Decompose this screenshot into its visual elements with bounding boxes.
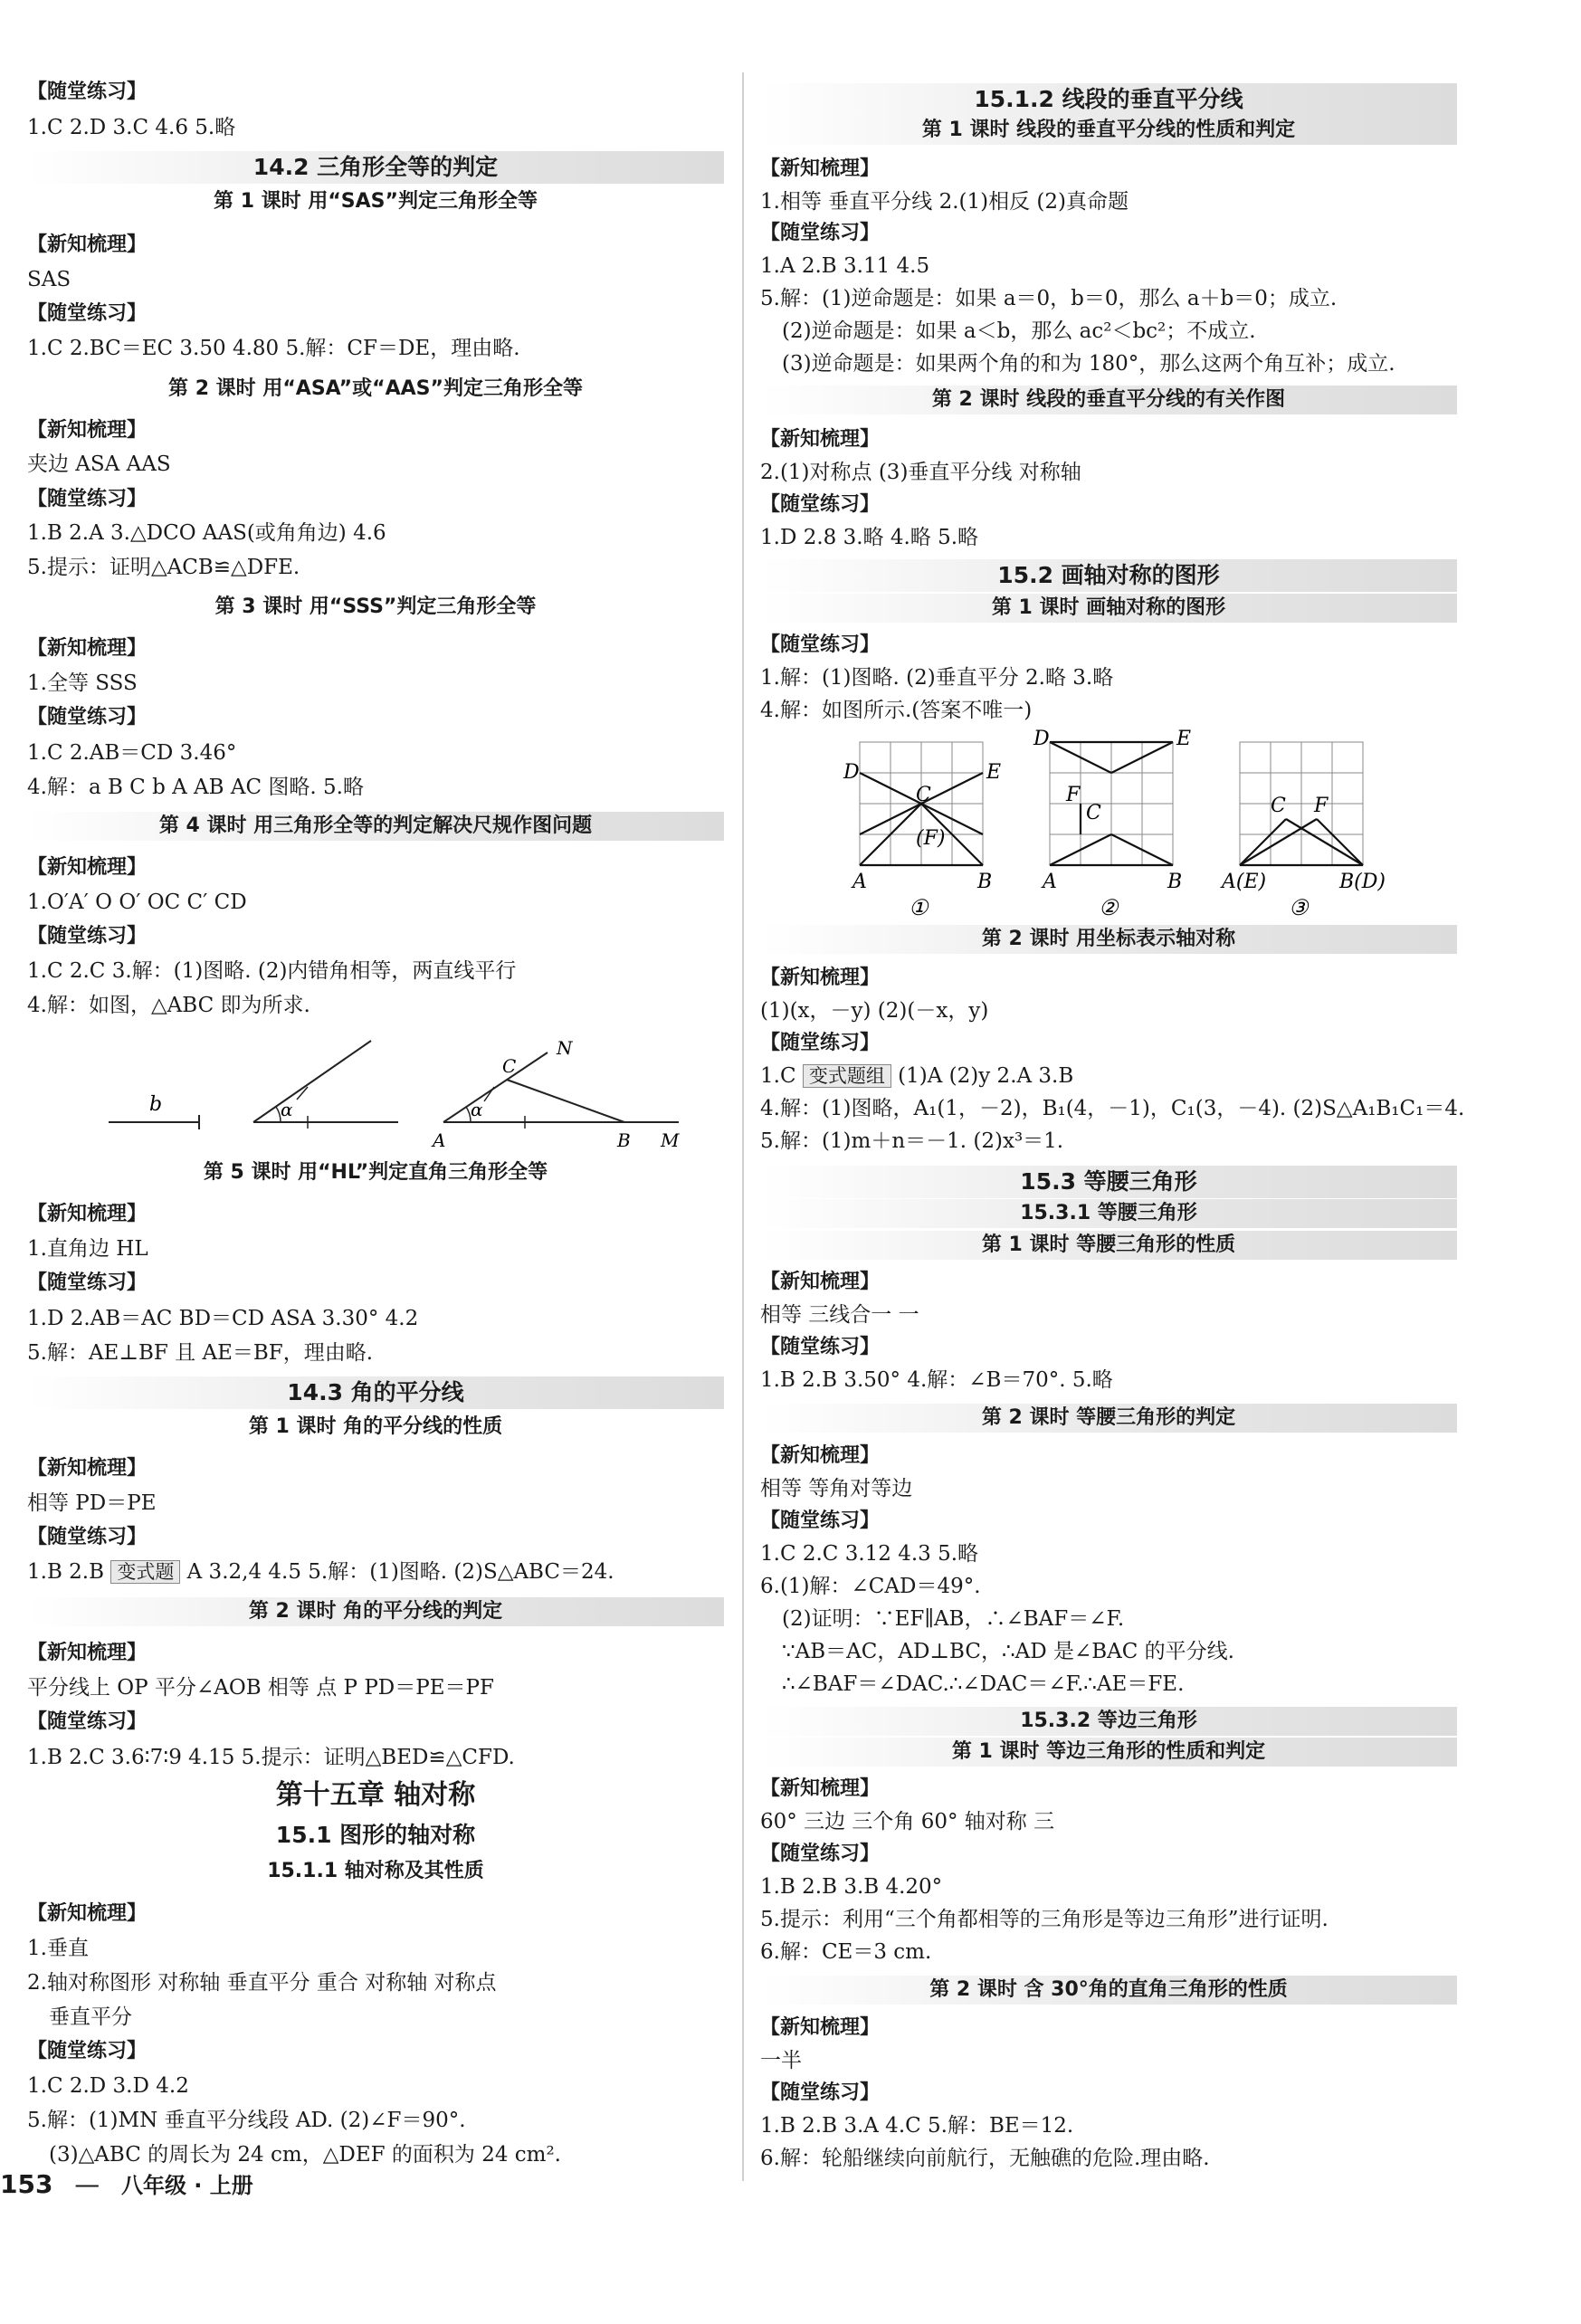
section-heading: 14.2 三角形全等的判定 [27, 151, 724, 184]
section-label: 【新知梳理】 [27, 1457, 148, 1480]
label-M: M [661, 1129, 680, 1151]
lesson-heading: 15.3.2 等边三角形 [760, 1707, 1457, 1736]
answer-line: 1.B 2.B 3.A 4.C 5.解：BE＝12. [760, 2114, 1074, 2138]
section-label: 【新知梳理】 [27, 233, 148, 256]
svg-text:③: ③ [1289, 895, 1309, 920]
label-B: B [617, 1129, 631, 1151]
lesson-heading: 第 5 课时 用“HL”判定直角三角形全等 [203, 1161, 548, 1184]
answer-line: 5.提示：利用“三个角都相等的三角形是等边三角形”进行证明. [760, 1908, 1329, 1931]
answer-line: 相等 PD＝PE [27, 1491, 157, 1515]
section-label: 【随堂练习】 [760, 633, 881, 656]
section-label: 【随堂练习】 [27, 1526, 148, 1548]
column-divider [742, 72, 744, 2181]
svg-text:A(E): A(E) [1222, 871, 1267, 893]
answer-line: (1)(x，－y) (2)(－x，y) [760, 999, 989, 1023]
svg-text:E: E [1176, 729, 1192, 750]
section-label: 【新知梳理】 [760, 428, 881, 451]
answer-line: 1.C 2.C 3.12 4.3 5.略 [760, 1542, 979, 1566]
lesson-heading: 第 1 课时 用“SAS”判定三角形全等 [214, 190, 538, 213]
section-heading: 15.1.2 线段的垂直平分线 [760, 83, 1457, 116]
svg-text:C: C [1271, 795, 1286, 817]
answer-line: (2)逆命题是：如果 a＜b，那么 ac²＜bc²；不成立. [782, 319, 1256, 343]
svg-text:B: B [1167, 871, 1183, 893]
answer-line: 5.解：(1)逆命题是：如果 a＝0，b＝0，那么 a＋b＝0；成立. [760, 287, 1338, 310]
lesson-heading: 第 2 课时 线段的垂直平分线的有关作图 [760, 386, 1457, 414]
svg-text:(F): (F) [916, 827, 946, 850]
section-label: 【新知梳理】 [27, 637, 148, 660]
svg-text:D: D [843, 761, 860, 784]
answer-line: 1.B 2.B 3.50° 4.解：∠B＝70°. 5.略 [760, 1368, 1113, 1392]
svg-text:A: A [1043, 871, 1057, 893]
section-label: 【随堂练习】 [27, 1710, 148, 1733]
section-label: 【新知梳理】 [760, 1777, 881, 1800]
section-label: 【新知梳理】 [27, 419, 148, 442]
svg-text:A: A [852, 871, 867, 893]
answer-line: 相等 三线合一 一 [760, 1303, 919, 1327]
answer-line: 4.解：如图所示.(答案不唯一) [760, 699, 1033, 722]
svg-text:F: F [1314, 795, 1329, 817]
section-label: 【随堂练习】 [760, 222, 881, 244]
lesson-heading: 第 1 课时 线段的垂直平分线的性质和判定 [760, 116, 1457, 145]
lesson-heading: 第 2 课时 用“ASA”或“AAS”判定三角形全等 [168, 377, 583, 400]
section-label: 【随堂练习】 [760, 1510, 881, 1532]
section-label: 【新知梳理】 [27, 1203, 148, 1225]
section-label: 【新知梳理】 [760, 1444, 881, 1467]
answer-line: 1.C 2.C 3.解：(1)图略. (2)内错角相等，两直线平行 [27, 959, 517, 983]
answer-line: (3)逆命题是：如果两个角的和为 180°，那么这两个角互补；成立. [782, 352, 1395, 376]
label-A: A [433, 1129, 446, 1151]
answer-line: 6.解：CE＝3 cm. [760, 1940, 932, 1964]
lesson-heading: 第 1 课时 等腰三角形的性质 [760, 1231, 1457, 1260]
lesson-heading: 第 2 课时 角的平分线的判定 [27, 1597, 724, 1626]
answer-line: 夹边 ASA AAS [27, 452, 171, 476]
svg-text:E: E [986, 761, 1002, 784]
answer-line: 4.解：(1)图略，A₁(1，－2)，B₁(4，－1)，C₁(3，－4). (2)S△A₁B₁C₁＝4. [760, 1097, 1465, 1120]
answer-line: 2.轴对称图形 对称轴 垂直平分 重合 对称轴 对称点 [27, 1971, 497, 1995]
page-footer [0, 2167, 253, 2199]
section-label: 【新知梳理】 [760, 967, 881, 989]
variant-group-tag: 变式题组 [803, 1064, 891, 1088]
answer-line: 1.C 变式题组 (1)A (2)y 2.A 3.B [760, 1064, 1074, 1088]
construction-figure [100, 1027, 697, 1154]
answer-line: 60° 三边 三个角 60° 轴对称 三 [760, 1810, 1055, 1833]
label-b: b [149, 1093, 163, 1116]
answer-line: 1.解：(1)图略. (2)垂直平分 2.略 3.略 [760, 666, 1114, 690]
answer-line: 5.解：AE⊥BF 且 AE＝BF，理由略. [27, 1341, 374, 1365]
svg-text:B(D): B(D) [1339, 871, 1386, 893]
label-C: C [502, 1055, 517, 1077]
lesson-heading: 第 1 课时 画轴对称的图形 [760, 594, 1457, 623]
answer-line: 1.直角边 HL [27, 1237, 148, 1261]
section-label: 【新知梳理】 [760, 1271, 881, 1293]
lesson-heading: 第 1 课时 等边三角形的性质和判定 [760, 1738, 1457, 1767]
lesson-heading: 15.1.1 轴对称及其性质 [267, 1860, 484, 1882]
section-label: 【随堂练习】 [27, 1272, 148, 1294]
section-label: 【新知梳理】 [27, 856, 148, 879]
answer-line: ∴∠BAF＝∠DAC.∴∠DAC＝∠F.∴AE＝FE. [782, 1672, 1185, 1696]
answer-line: 1.C 2.D 3.C 4.6 5.略 [27, 116, 236, 139]
answer-line: ∵AB＝AC，AD⊥BC，∴AD 是∠BAC 的平分线. [782, 1640, 1234, 1663]
section-label: 【随堂练习】 [27, 706, 148, 729]
lesson-heading: 第 2 课时 含 30°角的直角三角形的性质 [760, 1976, 1457, 2005]
answer-line: 1.C 2.BC＝EC 3.50 4.80 5.解：CF＝DE，理由略. [27, 337, 520, 360]
answer-line: (3)△ABC 的周长为 24 cm，△DEF 的面积为 24 cm². [49, 2143, 561, 2167]
section-label: 【新知梳理】 [760, 157, 881, 180]
label-alpha-2: α [471, 1099, 483, 1120]
svg-text:B: B [977, 871, 993, 893]
section-label: 【随堂练习】 [760, 1336, 881, 1358]
section-label: 【新知梳理】 [27, 1902, 148, 1925]
answer-line: 1.C 2.AB＝CD 3.46° [27, 741, 237, 765]
answer-line: 6.(1)解：∠CAD＝49°. [760, 1575, 981, 1598]
section-label: 【随堂练习】 [760, 1843, 881, 1865]
lesson-heading: 第 3 课时 用“SSS”判定三角形全等 [214, 595, 537, 618]
label-alpha-1: α [281, 1099, 293, 1120]
lesson-heading: 第 4 课时 用三角形全等的判定解决尺规作图问题 [27, 812, 724, 841]
answer-line: 1.垂直 [27, 1937, 89, 1960]
section-label: 【随堂练习】 [27, 302, 148, 325]
answer-line: SAS [27, 268, 71, 291]
svg-text:F: F [1066, 784, 1081, 806]
answer-line: 1.B 2.B 变式题 A 3.2,4 4.5 5.解：(1)图略. (2)S△ABC＝24. [27, 1560, 614, 1584]
answer-line: 相等 等角对等边 [760, 1477, 913, 1500]
answer-line: 5.解：(1)MN 垂直平分线段 AD. (2)∠F＝90°. [27, 2109, 466, 2132]
lesson-heading: 第 2 课时 等腰三角形的判定 [760, 1404, 1457, 1433]
section-heading: 15.1 图形的轴对称 [275, 1822, 476, 1848]
section-heading: 14.3 角的平分线 [27, 1376, 724, 1409]
svg-text:D: D [1033, 729, 1050, 750]
chapter-heading: 第十五章 轴对称 [275, 1779, 476, 1811]
svg-text:②: ② [1099, 895, 1119, 920]
label-N: N [557, 1037, 573, 1059]
section-heading: 15.2 画轴对称的图形 [760, 559, 1457, 592]
answer-line: 1.O′A′ O O′ OC C′ CD [27, 891, 247, 914]
answer-line: 1.D 2.AB＝AC BD＝CD ASA 3.30° 4.2 [27, 1307, 419, 1330]
section-label: 【随堂练习】 [760, 493, 881, 516]
svg-text:C: C [1086, 802, 1101, 824]
answer-line: 5.解：(1)m＋n＝－1. (2)x³＝1. [760, 1129, 1064, 1153]
answer-line: 1.C 2.D 3.D 4.2 [27, 2074, 189, 2098]
symmetry-figures [833, 729, 1421, 923]
lesson-heading: 第 1 课时 角的平分线的性质 [248, 1415, 503, 1438]
page-number: 153 [0, 2169, 53, 2199]
answer-line: 1.A 2.B 3.11 4.5 [760, 254, 930, 278]
svg-text:①: ① [909, 895, 929, 920]
answer-line: 1.全等 SSS [27, 671, 138, 695]
svg-text:C: C [916, 784, 931, 806]
variant-tag: 变式题 [110, 1560, 180, 1584]
section-label: 【新知梳理】 [27, 1642, 148, 1664]
answer-line: 4.解：a B C b A AB AC 图略. 5.略 [27, 776, 364, 799]
section-label: 【随堂练习】 [760, 1032, 881, 1054]
answer-line: 1.B 2.B 3.B 4.20° [760, 1875, 943, 1899]
section-label: 【随堂练习】 [27, 488, 148, 510]
section-heading: 15.3 等腰三角形 [760, 1166, 1457, 1198]
answer-line: 5.提示：证明△ACB≌△DFE. [27, 556, 300, 579]
section-label: 【随堂练习】 [27, 2040, 148, 2062]
answer-line: (2)证明：∵EF∥AB，∴∠BAF＝∠F. [782, 1607, 1125, 1631]
answer-line: 1.D 2.8 3.略 4.略 5.略 [760, 526, 979, 549]
section-label: 【随堂练习】 [27, 81, 148, 103]
answer-line: 1.B 2.A 3.△DCO AAS(或角角边) 4.6 [27, 521, 386, 545]
answer-line: 6.解：轮船继续向前航行，无触礁的危险.理由略. [760, 2147, 1210, 2170]
answer-line: 一半 [760, 2049, 802, 2072]
lesson-heading: 第 2 课时 用坐标表示轴对称 [760, 925, 1457, 954]
section-label: 【随堂练习】 [760, 2081, 881, 2104]
answer-line: 1.B 2.C 3.6∶7∶9 4.15 5.提示：证明△BED≌△CFD. [27, 1746, 515, 1769]
answer-line: 4.解：如图，△ABC 即为所求. [27, 994, 310, 1017]
answer-line: 垂直平分 [49, 2005, 132, 2029]
section-label: 【新知梳理】 [760, 2016, 881, 2039]
grade-label: 八年级 · 上册 [120, 2173, 253, 2198]
answer-line: 平分线上 OP 平分∠AOB 相等 点 P PD＝PE＝PF [27, 1676, 494, 1700]
footer-dash: — [74, 2169, 100, 2199]
answer-line: 2.(1)对称点 (3)垂直平分线 对称轴 [760, 461, 1081, 484]
section-label: 【随堂练习】 [27, 925, 148, 948]
answer-line: 1.相等 垂直平分线 2.(1)相反 (2)真命题 [760, 190, 1129, 214]
lesson-heading: 15.3.1 等腰三角形 [760, 1199, 1457, 1228]
